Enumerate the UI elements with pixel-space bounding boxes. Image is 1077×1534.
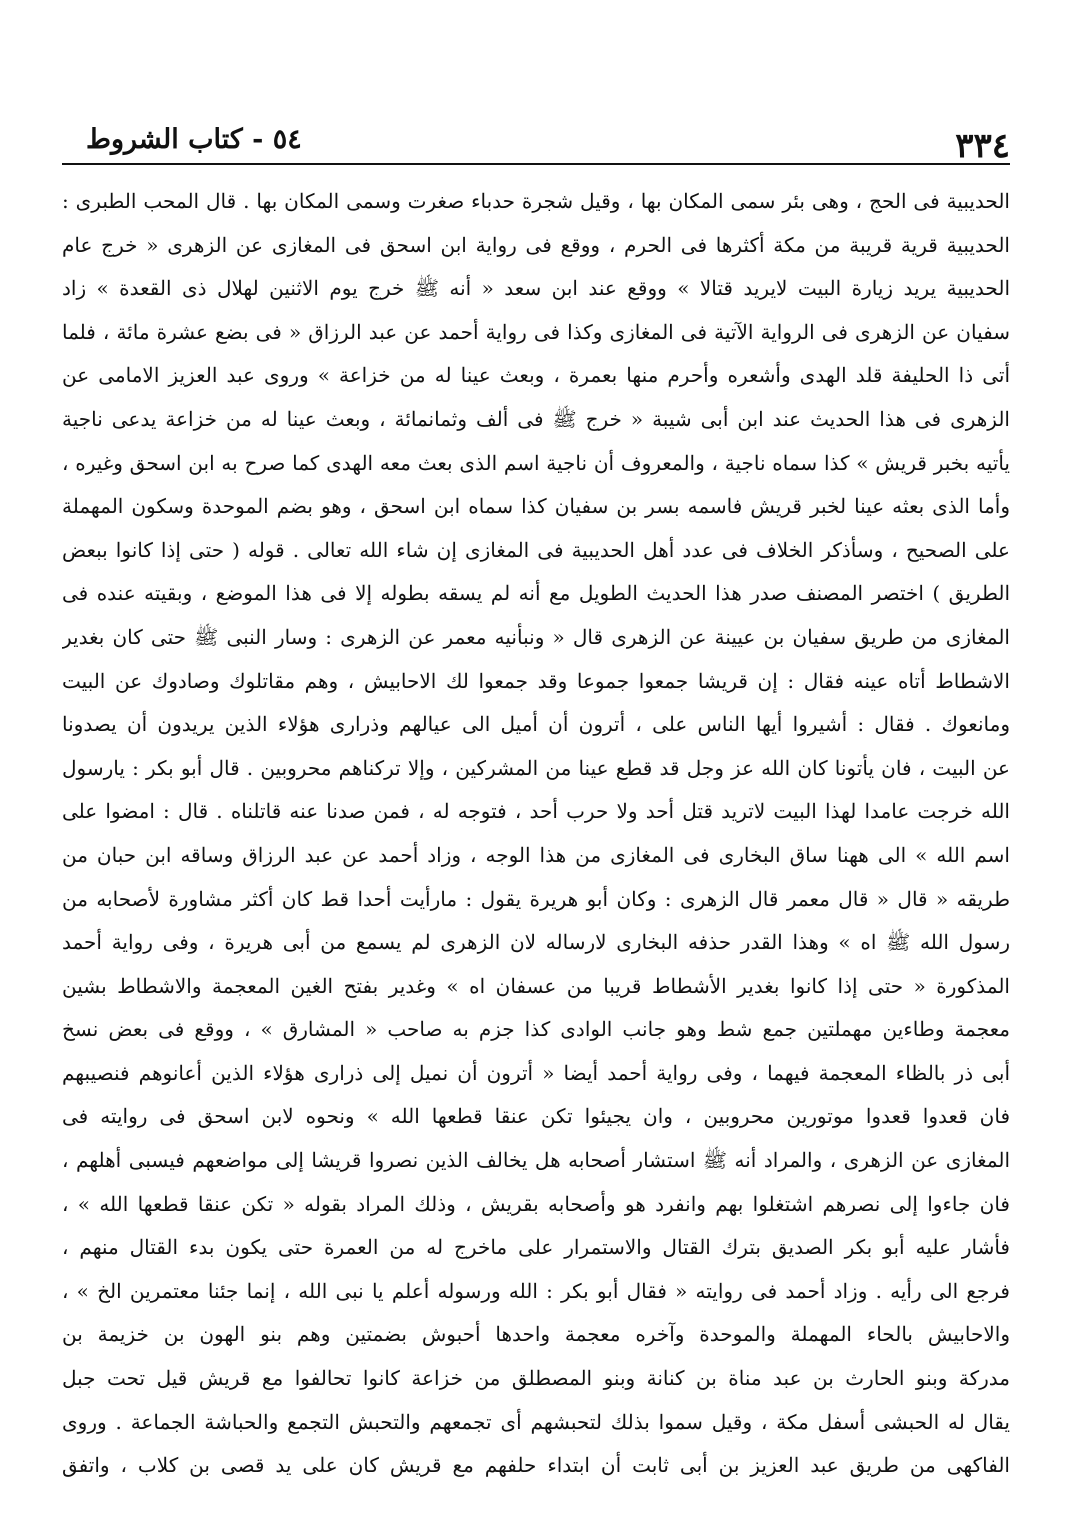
text-line: الطريق ) اختصر المصنف صدر هذا الحديث الطويل مع أنه لم يسقه بطوله إلا فى هذا الموضع ، وبقيته عنده فى	[62, 581, 1010, 606]
text-line: المذكورة « حتى إذا كانوا بغدير الأشطاط قريبا من عسفان اه » وغدير بفتح الغين المعجمة والاشطاط بشين	[62, 973, 1010, 998]
text-line: ومانعوك . فقال : أشيروا أيها الناس على ، أترون أن أميل الى عيالهم وذرارى هؤلاء الذين يريدون أن يصدونا	[62, 712, 1010, 737]
text-line: المغازى عن الزهرى ، والمراد أنه ﷺ استشار أصحابه هل يخالف الذين نصروا قريشا إلى مواضعهم فيسبى أهلهم ،	[62, 1148, 1010, 1173]
text-line: عن البيت ، فان يأتونا كان الله عز وجل قد قطع عينا من المشركين ، وإلا تركناهم محروبين . قال أبو بكر : يارسول	[62, 755, 1010, 780]
text-line: الاشطاط أتاه عينه فقال : إن قريشا جمعوا جموعا وقد جمعوا لك الاحابيش ، وهم مقاتلوك وصادوك عن البيت	[62, 668, 1010, 693]
text-line: فان جاءوا إلى نصرهم اشتغلوا بهم وانفرد هو وأصحابه بقريش ، وذلك المراد بقوله « تكن عنقا قطعها الله » ،	[62, 1191, 1010, 1216]
text-line: سفيان عن الزهرى فى الرواية الآتية فى المغازى وكذا فى رواية أحمد عن عبد الرزاق « فى بضع عشرة مائة ، فلما	[62, 319, 1010, 344]
text-line: يأتيه بخبر قريش » كذا سماه ناجية ، والمعروف أن ناجية اسم الذى بعث معه الهدى كما صرح به ابن اسحق وغيره ،	[62, 450, 1010, 475]
text-line: وأما الذى بعثه عينا لخبر قريش فاسمه بسر بن سفيان كذا سماه ابن اسحق ، وهو بضم الموحدة وسكون المهملة	[62, 494, 1010, 519]
text-line: يقال له الحبشى أسفل مكة ، وقيل سموا بذلك لتحبشهم أى تجمعهم والتحبش التجمع والحباشة الجماعة . وروى	[62, 1409, 1010, 1434]
text-line: طريقه « قال « قال معمر قال الزهرى : وكان أبو هريرة يقول : مارأيت أحدا قط كان أكثر مشاورة لأصحابه من	[62, 886, 1010, 911]
text-line: رسول الله ﷺ اه » وهذا القدر حذفه البخارى لارساله لان الزهرى لم يسمع من أبى هريرة ، وفى رواية أحمد	[62, 930, 1010, 955]
text-line: معجمة وطاءين مهملتين جمع شط وهو جانب الوادى كذا جزم به صاحب « المشارق » ، ووقع فى بعض نسخ	[62, 1017, 1010, 1042]
text-line: الزهرى فى هذا الحديث عند ابن أبى شيبة « خرج ﷺ فى ألف وثمانمائة ، وبعث عينا له من خزاعة يدعى ناجية	[62, 406, 1010, 431]
page-header	[62, 118, 1010, 168]
text-line: أبى ذر بالظاء المعجمة فيهما ، وفى رواية أحمد أيضا « أترون أن نميل إلى ذرارى هؤلاء الذين أعانوهم فنصيبهم	[62, 1060, 1010, 1085]
text-line: الحديبية يريد زيارة البيت لايريد قتالا » ووقع عند ابن سعد « أنه ﷺ خرج يوم الاثنين لهلال ذى القعدة » زاد	[62, 276, 1010, 301]
text-line: الفاكهى من طريق عبد العزيز بن أبى ثابت أن ابتداء حلفهم مع قريش كان على يد قصى بن كلاب ، واتفق	[62, 1453, 1010, 1478]
page-number: ٣٣٤	[955, 126, 1010, 166]
text-line: مدركة وبنو الحارث بن عبد مناة بن كنانة وبنو المصطلق من خزاعة كانوا تحالفوا مع قريش قيل تحت جبل	[62, 1366, 1010, 1391]
text-line: على الصحيح ، وسأذكر الخلاف فى عدد أهل الحديبية فى المغازى إن شاء الله تعالى . قوله ( حتى إذا كانوا ببعض	[62, 537, 1010, 562]
running-head: ٥٤ - كتاب الشروط	[86, 124, 302, 155]
text-line: أتى ذا الحليفة قلد الهدى وأشعره وأحرم منها بعمرة ، وبعث عينا له من خزاعة » وروى عبد العزيز الامامى عن	[62, 363, 1010, 388]
body-text	[62, 180, 1010, 1488]
text-line: المغازى من طريق سفيان بن عيينة عن الزهرى قال « ونبأنيه معمر عن الزهرى : وسار النبى ﷺ حتى كان بغدير	[62, 624, 1010, 649]
text-line: الله خرجت عامدا لهذا البيت لاتريد قتل أحد ولا حرب أحد ، فتوجه له ، فمن صدنا عنه قاتلناه . قال : امضوا على	[62, 799, 1010, 824]
text-line: فان قعدوا قعدوا موتورين محروبين ، وان يجيئوا تكن عنقا قطعها الله » ونحوه لابن اسحق فى روايته فى	[62, 1104, 1010, 1129]
text-line: اسم الله » الى ههنا ساق البخارى فى المغازى من هذا الوجه ، وزاد أحمد عن عبد الرزاق وساقه ابن حبان من	[62, 842, 1010, 867]
text-line: والاحابيش بالحاء المهملة والموحدة وآخره معجمة واحدها أحبوش بضمتين وهم بنو الهون بن خزيمة بن	[62, 1322, 1010, 1347]
text-line: فأشار عليه أبو بكر الصديق بترك القتال والاستمرار على ماخرج له من العمرة حتى يكون بدء القتال منهم ،	[62, 1235, 1010, 1260]
text-line: الحديبية فى الحج ، وهى بئر سمى المكان بها ، وقيل شجرة حدباء صغرت وسمى المكان بها . قال المحب الطبرى :	[62, 189, 1010, 213]
header-rule	[62, 163, 1010, 165]
text-line: فرجع الى رأيه . وزاد أحمد فى روايته « فقال أبو بكر : الله ورسوله أعلم يا نبى الله ، إنما جئنا معتمرين الخ » ،	[62, 1278, 1010, 1303]
text-line: الحديبية قرية قريبة من مكة أكثرها فى الحرم ، ووقع فى رواية ابن اسحق فى المغازى عن الزهرى « خرج عام	[62, 232, 1010, 257]
